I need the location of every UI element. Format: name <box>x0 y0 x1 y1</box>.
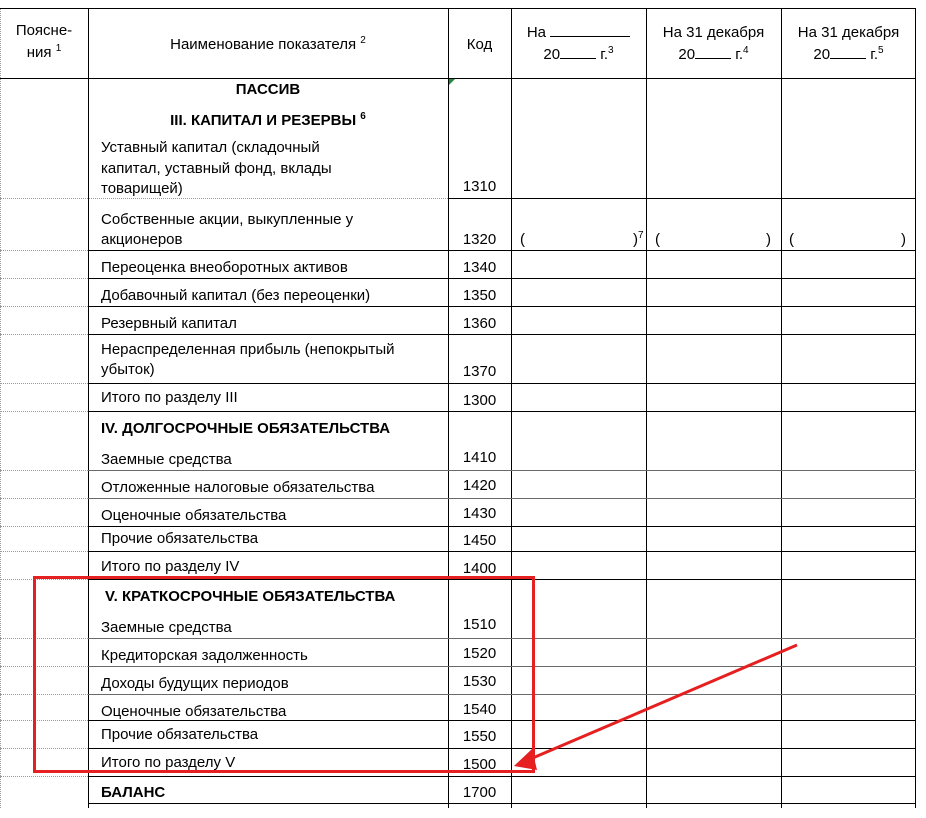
passiv-title: ПАССИВ <box>235 81 301 98</box>
row-label-1360: Резервный капитал <box>101 315 237 332</box>
row-label-1310: Уставный капитал (складочный капитал, уставный фонд, вклады товарищей) <box>101 139 332 197</box>
row-label-1300: Итого по разделу III <box>101 389 238 406</box>
section4-title: IV. ДОЛГОСРОЧНЫЕ ОБЯЗАТЕЛЬСТВА <box>101 420 391 437</box>
row-code-1700: 1700 <box>462 784 497 801</box>
row-code-1340: 1340 <box>462 259 497 276</box>
row-label-1430: Оценочные обязательства <box>101 507 287 524</box>
header-date3: На 31 декабря 20 г.$^5$ <box>797 24 900 63</box>
row-label-1450: Прочие обязательства <box>101 530 259 547</box>
row-label-1520: Кредиторская задолженность <box>101 647 308 664</box>
row-divider <box>88 498 916 499</box>
row-divider <box>0 383 88 384</box>
row-divider <box>88 551 916 552</box>
row-divider <box>0 278 88 279</box>
row-divider <box>0 334 88 335</box>
row-divider <box>88 306 916 307</box>
value-bracket-close: ) <box>901 231 906 248</box>
row-divider <box>0 470 88 471</box>
row-divider <box>88 250 916 251</box>
header-code: Код <box>466 36 493 53</box>
row-label-1320: Собственные акции, выкупленные у акционеров <box>101 211 354 248</box>
row-code-1360: 1360 <box>462 315 497 332</box>
row-label-1350: Добавочный капитал (без переоценки) <box>101 287 371 304</box>
row-divider <box>88 383 916 384</box>
row-code-1350: 1350 <box>462 287 497 304</box>
header-bottom-line <box>0 78 916 79</box>
row-divider <box>88 334 916 335</box>
row-code-1370: 1370 <box>462 363 497 380</box>
row-label-1510: Заемные средства <box>101 619 232 636</box>
row-divider <box>448 198 916 199</box>
row-divider <box>88 526 916 527</box>
row-divider <box>88 776 916 777</box>
header-date1: На 20 г.$^3$ <box>511 22 646 66</box>
value-bracket-open: ( <box>655 231 660 248</box>
row-label-1370: Нераспределенная прибыль (непокрытый убыток) <box>101 341 395 378</box>
arrow-shaft <box>528 645 797 760</box>
row-code-1550: 1550 <box>462 728 497 745</box>
row-label-1530: Доходы будущих периодов <box>101 675 289 692</box>
row-divider <box>0 551 88 552</box>
row-code-1300: 1300 <box>462 392 497 409</box>
row-code-1530: 1530 <box>462 673 497 690</box>
row-divider <box>0 776 88 777</box>
date2-column-border <box>781 8 782 808</box>
row-code-1430: 1430 <box>462 505 497 522</box>
row-code-1410: 1410 <box>462 449 497 466</box>
left-edge-line <box>0 8 1 808</box>
row-code-1420: 1420 <box>462 477 497 494</box>
row-label-balance: БАЛАНС <box>101 784 166 801</box>
section3-title: III. КАПИТАЛ И РЕЗЕРВЫ $^6$ <box>170 111 366 129</box>
row-code-1510: 1510 <box>462 616 497 633</box>
value-bracket-close: )$^7$ <box>633 230 644 248</box>
row-divider <box>0 411 88 412</box>
row-divider <box>88 411 916 412</box>
row-divider <box>88 470 916 471</box>
date1-column-border <box>646 8 647 808</box>
row-divider <box>0 498 88 499</box>
cell-comment-marker <box>449 79 455 85</box>
header-note: Поясне- ния $^1$ <box>15 22 73 61</box>
row-divider <box>0 306 88 307</box>
row-label-1550: Прочие обязательства <box>101 726 259 743</box>
section5-title: V. КРАТКОСРОЧНЫЕ ОБЯЗАТЕЛЬСТВА <box>105 588 396 605</box>
year-blank <box>830 45 866 59</box>
row-label-1540: Оценочные обязательства <box>101 703 287 720</box>
row-label-1400: Итого по разделу IV <box>101 558 240 575</box>
table-bottom-line <box>88 803 916 804</box>
row-divider <box>0 250 88 251</box>
row-code-1320: 1320 <box>462 231 497 248</box>
header-date2: На 31 декабря 20 г.$^4$ <box>662 24 765 63</box>
row-code-1400: 1400 <box>462 560 497 577</box>
row-label-1500: Итого по разделу V <box>101 754 236 771</box>
value-bracket-open: ( <box>789 231 794 248</box>
header-name: Наименование показателя $^2$ <box>170 35 366 53</box>
row-code-1540: 1540 <box>462 701 497 718</box>
table-top-line <box>0 8 916 9</box>
row-code-1520: 1520 <box>462 645 497 662</box>
year-blank <box>560 45 596 59</box>
row-label-1420: Отложенные налоговые обязательства <box>101 479 375 496</box>
row-code-1500: 1500 <box>462 756 497 773</box>
row-code-1310: 1310 <box>462 178 497 195</box>
value-bracket-open: ( <box>520 231 525 248</box>
row-divider <box>88 278 916 279</box>
row-code-1450: 1450 <box>462 532 497 549</box>
row-divider <box>0 526 88 527</box>
date-blank <box>550 23 630 37</box>
row-label-1340: Переоценка внеоборотных активов <box>101 259 348 276</box>
right-edge-line <box>915 8 916 808</box>
highlight-box <box>33 576 535 773</box>
row-label-1410: Заемные средства <box>101 451 232 468</box>
value-bracket-close: ) <box>766 231 771 248</box>
year-blank <box>695 45 731 59</box>
